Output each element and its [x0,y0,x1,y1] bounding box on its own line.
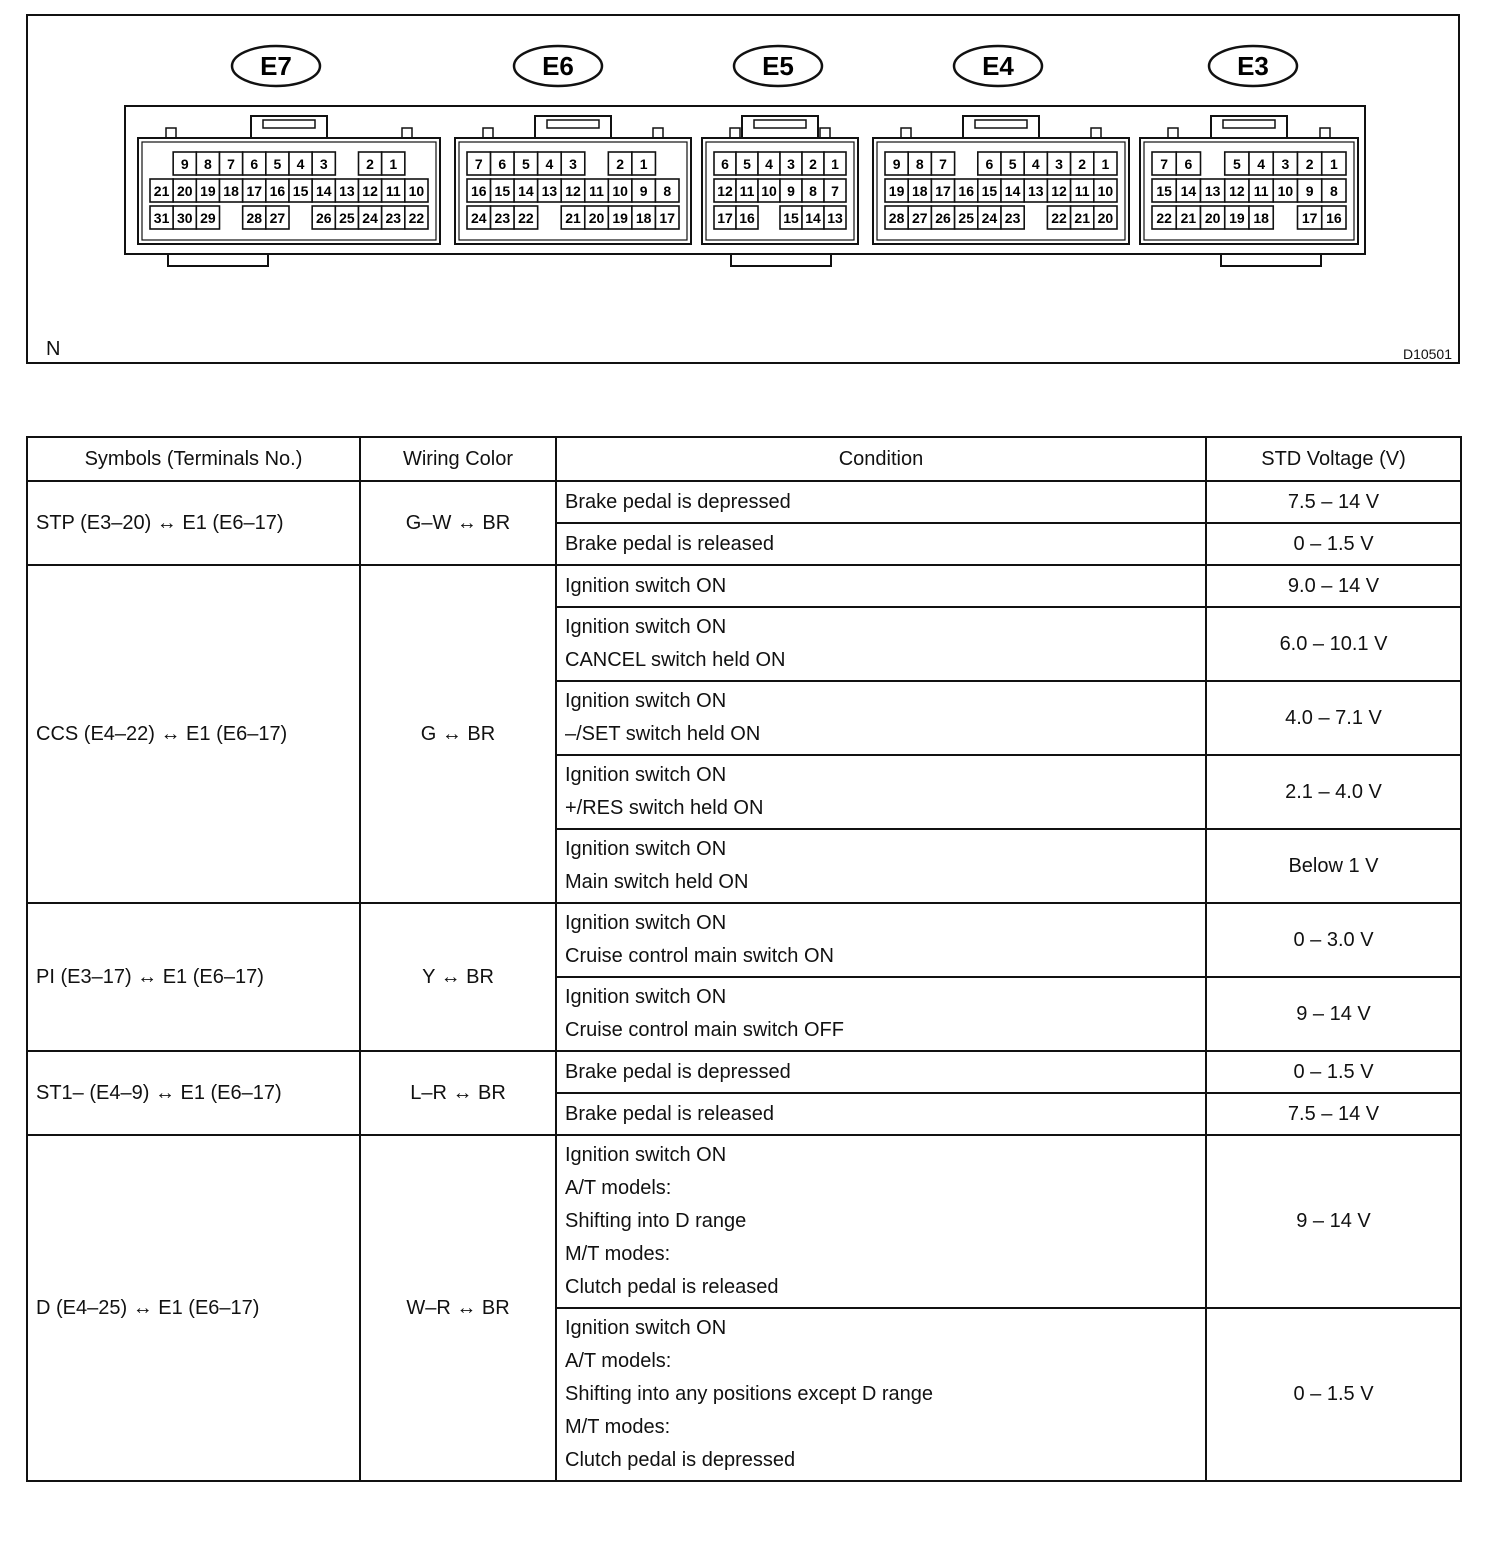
connector-key [1168,128,1178,138]
wiring-cell: W–R ↔ BR [360,1135,556,1481]
pin-number: 7 [474,156,483,172]
pin-number: 15 [292,183,309,199]
pin-number: 1 [639,156,648,172]
condition-line: –/SET switch held ON [565,723,761,745]
symbol-cell: D (E4–25) ↔ E1 (E6–17) [27,1135,360,1481]
connector-e5 [702,46,858,244]
wiring-cell: G–W ↔ BR [360,481,556,565]
pin-number: 10 [1097,183,1114,199]
pin-number: 3 [319,156,328,172]
header-wiring-color: Wiring Color [360,437,556,481]
pin-number: 18 [1253,210,1269,226]
pin-number: 2 [809,156,817,172]
pin-number: 6 [1184,156,1193,172]
pin-number: 20 [176,183,193,199]
pin-number: 11 [739,183,755,199]
pin-number: 8 [915,156,924,172]
pin-number: 12 [565,183,581,199]
pin-number: 11 [589,183,604,199]
voltage-cell: 0 – 3.0 V [1206,903,1461,977]
pin-number: 28 [246,210,263,226]
pin-number: 23 [1004,210,1021,226]
condition-cell [556,607,1206,681]
connector-key [1091,128,1101,138]
pin-number: 1 [1101,156,1110,172]
condition-cell [556,1051,1206,1093]
pin-number: 6 [721,156,729,172]
condition-cell [556,977,1206,1051]
pin-number: 20 [1204,210,1221,226]
voltage-cell: 0 – 1.5 V [1206,523,1461,565]
table-row [27,903,1461,977]
pin-number: 12 [362,183,378,199]
pin-number: 10 [612,183,628,199]
voltage-cell: 7.5 – 14 V [1206,1093,1461,1135]
symbol-cell: ST1– (E4–9) ↔ E1 (E6–17) [27,1051,360,1135]
condition-cell [556,481,1206,523]
symbol-cell: CCS (E4–22) ↔ E1 (E6–17) [27,565,360,903]
housing-tab [1221,254,1321,266]
pin-number: 2 [1078,156,1087,172]
pin-number: 3 [787,156,795,172]
pin-number: 16 [739,210,755,226]
pin-number: 24 [362,210,378,226]
pin-number: 2 [616,156,625,172]
connector-key [820,128,830,138]
condition-line: Clutch pedal is released [565,1276,779,1298]
housing-tab [168,254,268,266]
pin-number: 14 [1004,183,1021,199]
pin-number: 5 [1008,156,1017,172]
condition-line: A/T models: [565,1177,672,1199]
condition-line: Ignition switch ON [565,616,727,638]
pin-number: 16 [269,183,286,199]
condition-line: Shifting into any positions except D range [565,1383,933,1405]
condition-line: Ignition switch ON [565,574,727,597]
pin-number: 25 [339,210,355,226]
pin-number: 13 [541,183,558,199]
pin-number: 2 [1305,156,1314,172]
pin-number: 24 [981,210,998,226]
pin-number: 6 [985,156,994,172]
pin-number: 22 [408,210,425,226]
pin-number: 27 [269,210,286,226]
pin-number: 15 [1156,183,1172,199]
connector-key [653,128,663,138]
symbol-cell: PI (E3–17) ↔ E1 (E6–17) [27,903,360,1051]
pin-number: 27 [912,210,928,226]
pin-number: 11 [385,183,401,199]
table-row [27,481,1461,523]
pin-number: 6 [250,156,259,172]
table-row [27,1051,1461,1093]
pin-number: 7 [1160,156,1169,172]
pin-number: 5 [743,156,751,172]
condition-line: Brake pedal is released [565,1102,775,1125]
pin-number: 16 [470,183,487,199]
pin-number: 30 [176,210,193,226]
pin-number: 9 [1305,183,1314,199]
condition-line: Cruise control main switch ON [565,945,834,967]
connector-e3 [1140,46,1358,244]
pin-number: 22 [1051,210,1067,226]
header-condition: Condition [556,437,1206,481]
pin-number: 17 [246,183,263,199]
connector-label: E4 [982,51,1014,81]
condition-line: Ignition switch ON [565,838,727,860]
condition-cell [556,523,1206,565]
condition-line: Ignition switch ON [565,1144,727,1166]
connector-drawing [28,16,1458,362]
condition-line: A/T models: [565,1350,672,1372]
pin-number: 31 [153,210,170,226]
pin-number: 12 [717,183,733,199]
pin-number: 21 [1074,210,1090,226]
pin-number: 5 [273,156,282,172]
pin-number: 4 [1257,156,1266,172]
pin-number: 19 [200,183,216,199]
pin-number: 29 [200,210,216,226]
voltage-cell: 0 – 1.5 V [1206,1051,1461,1093]
pin-number: 18 [223,183,239,199]
connector-label: E3 [1237,51,1269,81]
pin-number: 20 [1097,210,1114,226]
pin-number: 7 [227,156,235,172]
pin-number: 21 [1180,210,1197,226]
pin-number: 24 [470,210,487,226]
symbol-cell: STP (E3–20) ↔ E1 (E6–17) [27,481,360,565]
condition-line: Main switch held ON [565,871,749,893]
pin-number: 18 [912,183,928,199]
condition-line: +/RES switch held ON [565,797,764,819]
condition-cell [556,755,1206,829]
pin-number: 4 [545,156,554,172]
pin-number: 14 [315,183,332,199]
table-header-row [27,437,1461,481]
voltage-cell: 9 – 14 V [1206,977,1461,1051]
pin-number: 25 [958,210,974,226]
condition-cell [556,1093,1206,1135]
pin-number: 5 [521,156,530,172]
wiring-cell: Y ↔ BR [360,903,556,1051]
voltage-cell: 6.0 – 10.1 V [1206,607,1461,681]
pin-number: 20 [588,210,605,226]
voltage-cell: 0 – 1.5 V [1206,1308,1461,1481]
connector-label: E6 [542,51,574,81]
condition-cell [556,829,1206,903]
pin-number: 19 [888,183,905,199]
pin-number: 19 [612,210,628,226]
pin-number: 15 [783,210,799,226]
pin-number: 10 [1277,183,1294,199]
pin-number: 6 [498,156,507,172]
condition-line: Brake pedal is depressed [565,1060,791,1083]
condition-cell [556,903,1206,977]
pin-number: 26 [935,210,951,226]
orientation-mark: N [46,338,61,360]
connector-e6 [455,46,691,244]
voltage-cell: 4.0 – 7.1 V [1206,681,1461,755]
figure-id: D10501 [1402,346,1452,362]
pin-number: 4 [296,156,305,172]
pin-number: 3 [1055,156,1063,172]
pin-number: 7 [939,156,947,172]
pin-number: 16 [1326,210,1342,226]
condition-line: Brake pedal is depressed [565,490,791,513]
pin-number: 8 [204,156,212,172]
connector-label: E7 [260,51,292,81]
voltage-cell: 2.1 – 4.0 V [1206,755,1461,829]
table-row [27,1135,1461,1308]
connector-label: E5 [762,51,794,81]
connector-key [901,128,911,138]
condition-line: Ignition switch ON [565,690,727,712]
voltage-cell: Below 1 V [1206,829,1461,903]
connector-key [1320,128,1330,138]
pin-number: 22 [518,210,534,226]
pin-number: 13 [827,210,843,226]
condition-line: CANCEL switch held ON [565,649,786,671]
pin-number: 1 [1329,156,1338,172]
pin-number: 15 [981,183,998,199]
connector-key [730,128,740,138]
wiring-cell: L–R ↔ BR [360,1051,556,1135]
connector-key [483,128,493,138]
condition-line: Ignition switch ON [565,986,727,1008]
connector-key [166,128,176,138]
connector-diagram [26,14,1460,364]
pin-number: 17 [717,210,733,226]
pin-number: 13 [1204,183,1221,199]
condition-line: Shifting into D range [565,1210,747,1232]
pin-number: 17 [935,183,951,199]
pin-number: 21 [565,210,581,226]
wiring-cell: G ↔ BR [360,565,556,903]
condition-cell [556,1308,1206,1481]
pin-number: 14 [805,210,821,226]
pin-number: 1 [389,156,398,172]
pin-number: 22 [1156,210,1172,226]
header-std-voltage: STD Voltage (V) [1206,437,1461,481]
condition-line: Ignition switch ON [565,1317,727,1339]
pin-number: 9 [892,156,901,172]
pin-number: 7 [831,183,839,199]
header-symbols: Symbols (Terminals No.) [27,437,360,481]
condition-line: Brake pedal is released [565,532,775,555]
connector-e7 [138,46,440,244]
condition-cell [556,681,1206,755]
condition-cell [556,1135,1206,1308]
voltage-cell: 7.5 – 14 V [1206,481,1461,523]
pin-number: 8 [663,183,672,199]
condition-cell [556,565,1206,607]
connector-e4 [873,46,1129,244]
pin-number: 9 [180,156,189,172]
pin-number: 18 [635,210,652,226]
pin-number: 13 [1028,183,1044,199]
condition-line: M/T modes: [565,1416,671,1438]
condition-line: Ignition switch ON [565,912,727,934]
condition-line: Cruise control main switch OFF [565,1019,844,1041]
pin-number: 8 [1329,183,1338,199]
pin-number: 5 [1232,156,1241,172]
table-row [27,565,1461,607]
condition-line: Clutch pedal is depressed [565,1449,796,1471]
pin-number: 12 [1051,183,1067,199]
pin-number: 14 [518,183,534,199]
pin-number: 1 [831,156,839,172]
voltage-cell: 9 – 14 V [1206,1135,1461,1308]
pin-number: 28 [888,210,905,226]
pin-number: 8 [809,183,817,199]
pin-number: 16 [958,183,974,199]
pin-number: 26 [315,210,332,226]
condition-line: Ignition switch ON [565,764,727,786]
pin-number: 9 [639,183,648,199]
pin-number: 13 [339,183,355,199]
pin-number: 15 [494,183,511,199]
pin-number: 11 [1253,183,1269,199]
pin-number: 4 [765,156,773,172]
condition-line: M/T modes: [565,1243,671,1265]
pin-number: 23 [494,210,511,226]
voltage-cell: 9.0 – 14 V [1206,565,1461,607]
pin-number: 11 [1074,183,1090,199]
pin-number: 12 [1229,183,1245,199]
voltage-table [26,436,1462,1482]
pin-number: 2 [366,156,374,172]
pin-number: 17 [1301,210,1318,226]
pin-number: 14 [1180,183,1197,199]
housing-tab [731,254,831,266]
pin-number: 19 [1229,210,1245,226]
pin-number: 10 [761,183,777,199]
pin-number: 21 [153,183,170,199]
pin-number: 23 [385,210,402,226]
pin-number: 3 [1281,156,1290,172]
pin-number: 9 [787,183,795,199]
pin-number: 10 [408,183,425,199]
pin-number: 3 [569,156,577,172]
connector-key [402,128,412,138]
pin-number: 4 [1031,156,1040,172]
pin-number: 17 [659,210,676,226]
